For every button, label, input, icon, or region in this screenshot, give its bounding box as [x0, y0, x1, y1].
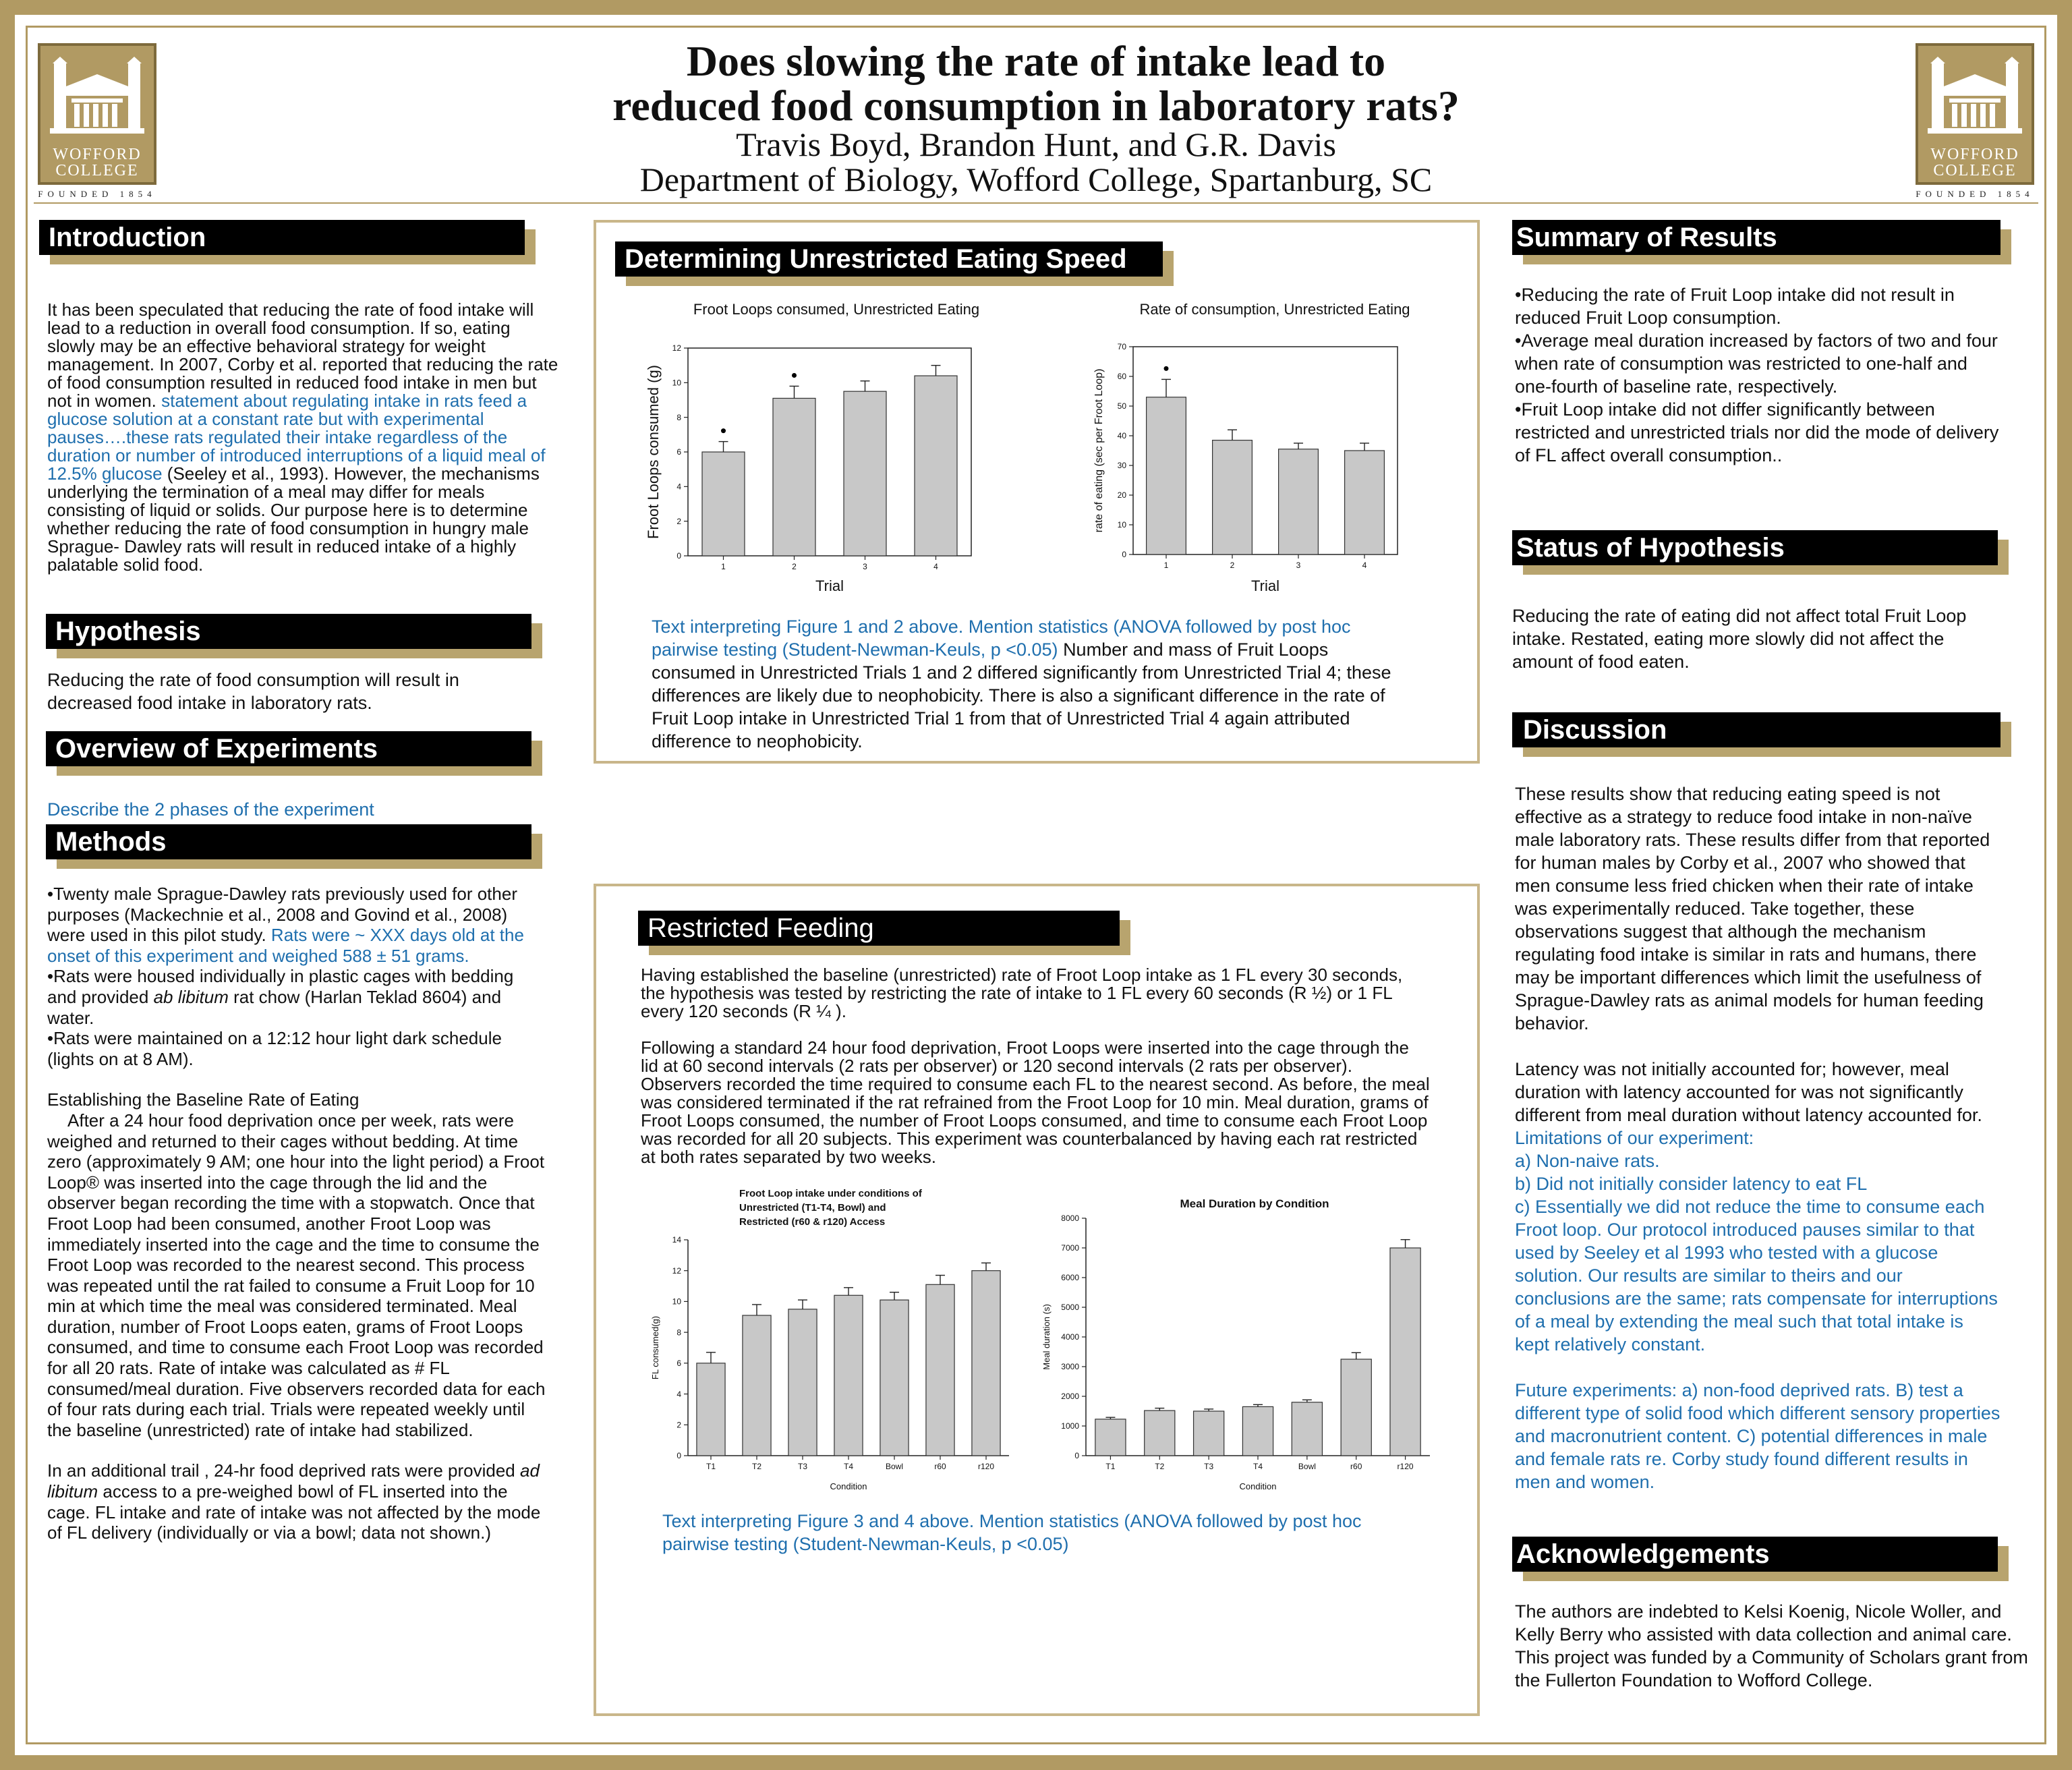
bar — [1279, 449, 1319, 554]
y-tick-label: 12 — [672, 343, 681, 353]
overview-text: Describe the 2 phases of the experiment — [47, 799, 374, 820]
bar — [1242, 1406, 1273, 1456]
y-tick-label: 1000 — [1061, 1421, 1079, 1431]
logo-text-line1: WOFFORD — [53, 146, 142, 163]
x-tick-label: T2 — [1155, 1462, 1165, 1471]
x-tick-label: T3 — [797, 1462, 808, 1471]
discussion-text — [1515, 782, 2001, 1493]
x-tick-label: 2 — [792, 562, 797, 571]
y-tick-label: 50 — [1117, 401, 1126, 411]
bar — [834, 1295, 863, 1456]
bar — [1147, 397, 1186, 554]
chart-meal-duration-by-condition — [1032, 1182, 1464, 1506]
methods-p2-em: ab libitum — [153, 986, 229, 1007]
x-tick-label: T4 — [843, 1462, 854, 1471]
y-tick-label: 4000 — [1061, 1332, 1079, 1342]
bar — [1095, 1419, 1126, 1456]
status-heading: Status of Hypothesis — [1512, 530, 1998, 565]
bar — [844, 391, 886, 556]
x-axis-label: Trial — [815, 577, 844, 594]
college-logo-left — [38, 43, 156, 200]
x-tick-label: 3 — [863, 562, 867, 571]
y-tick-label: 0 — [677, 551, 681, 561]
hypothesis-heading: Hypothesis — [46, 614, 531, 649]
x-tick-label: r120 — [977, 1462, 995, 1471]
y-tick-label: 14 — [672, 1235, 681, 1245]
poster-title — [202, 39, 1870, 128]
y-tick-label: 20 — [1117, 490, 1126, 501]
x-tick-label: r60 — [1350, 1462, 1362, 1471]
methods-p5-em: ad libitum — [47, 1460, 540, 1502]
methods-p4-title: Establishing the Baseline Rate of Eating — [47, 1089, 359, 1110]
x-tick-label: 3 — [1296, 561, 1301, 570]
logo-text-line2: COLLEGE — [1933, 162, 2017, 179]
discussion-heading: Discussion — [1512, 712, 2001, 747]
intro-text-blue: statement about regulating intake in rats feed a glucose solution at a constant rate but with experimental pauses….these rats regulated their intake regardless of the duration or number of introduced interruptions of a liquid meal of 12.5% glucose — [47, 391, 546, 484]
restricted-p2: Following a standard 24 hour food deprivation, Froot Loops were inserted into the cage through the lid at 60 second intervals (2 rats per observer) or 120 second intervals (2 rats per observer). Observers recorded the time required to consume each FL to the nearest second. As before, the meal was considered terminated if the rat refrained from the Froot Loop for 10 min. Meal duration, grams of Froot Loops consumed, the number of Froot Loops consumed, and time to consume each Froot Loop was recorded for all 20 subjects. This experiment was counterbalanced by having each rat restricted at both rates separated by two weeks. — [641, 1037, 1430, 1167]
chart-fl-intake-by-condition — [641, 1182, 1018, 1506]
y-tick-label: 5000 — [1061, 1303, 1079, 1313]
x-tick-label: 2 — [1230, 561, 1235, 570]
bar — [1341, 1359, 1371, 1456]
methods-p4: After a 24 hour food deprivation once per week, rats were weighed and returned to their cages without bedding. At time zero (approximately 9 AM; one hour into the light period) a Froot Loop® was inserted into the cage through the lid and the observer began recording the time with a stopwatch. Once that Froot Loop had been consumed, another Froot Loop was immediately inserted into the cage and the time to consume the Froot Loop was recorded to the nearest second. This process was repeated until the rat failed to consume a Fruit Loop for 10 min at which time the meal was considered terminated. Meal duration, number of Froot Loops eaten, grams of Froot Loops consumed, and time to consume each Froot Loop was recorded for all 20 rats. Rate of intake was calculated as # FL consumed/meal duration. Five observers recorded data for each of four rats during each trial. Trials were repeated weekly until the baseline (unrestricted) rate of intake had stabilized. — [47, 1110, 546, 1440]
discussion-future: Future experiments: a) non-food deprived rats. B) test a different type of solid food which different sensory properties and macronutrient content. C) potential differences in male and female rats re. Corby study found different results in men and women. — [1515, 1380, 2001, 1492]
discussion-limit-c: c) Essentially we did not reduce the time to consume each Froot loop. Our protocol introduced pauses similar to that used by Seeley et al 1993 who tested with a glucose solution. Our results are similar to theirs and our conclusions are the same; rats compensate for interruptions of a meal by extending the meal such that total intake is kept relatively constant. — [1515, 1197, 1998, 1354]
status-text: Reducing the rate of eating did not affect total Fruit Loop intake. Restated, eating more slowly did not affect the amount of food eaten. — [1512, 606, 1967, 672]
x-tick-label: Bowl — [885, 1462, 904, 1471]
x-tick-label: r120 — [1397, 1462, 1414, 1471]
author-names: Travis Boyd, Brandon Hunt, and G.R. Davis — [736, 125, 1336, 163]
unrestricted-text-blue: Text interpreting Figure 1 and 2 above. Mention statistics (ANOVA followed by post hoc pairwise testing (Student-Newman-Keuls, p <0.05) — [652, 617, 1351, 660]
x-tick-label: 4 — [1362, 561, 1367, 570]
bar — [1194, 1411, 1224, 1456]
title-line-1: Does slowing the rate of intake lead to — [686, 37, 1386, 85]
building-icon — [50, 57, 144, 136]
significance-marker — [792, 373, 797, 378]
y-tick-label: 10 — [1117, 520, 1126, 530]
unrestricted-heading: Determining Unrestricted Eating Speed — [615, 241, 1163, 277]
x-tick-label: T1 — [706, 1462, 716, 1471]
chart-rate-of-consumption — [1079, 294, 1457, 604]
y-axis-label: rate of eating (sec per Froot Loop) — [1093, 368, 1105, 533]
hypothesis-text: Reducing the rate of food consumption will result in decreased food intake in laboratory rats. — [47, 670, 459, 713]
restricted-text — [641, 966, 1430, 1166]
introduction-heading: Introduction — [39, 220, 525, 255]
y-tick-label: 3000 — [1061, 1362, 1079, 1372]
x-tick-label: T4 — [1253, 1462, 1263, 1471]
y-tick-label: 6 — [677, 447, 681, 457]
college-crest — [1916, 43, 2034, 185]
x-tick-label: 1 — [721, 562, 726, 571]
y-tick-label: 70 — [1117, 342, 1126, 352]
summary-item: •Fruit Loop intake did not differ significantly between restricted and unrestricted trials nor did the mode of delivery of FL affect overall consumption.. — [1515, 399, 1999, 465]
unrestricted-text — [652, 615, 1407, 753]
author-affiliation: Department of Biology, Wofford College, Spartanburg, SC — [639, 161, 1433, 198]
restricted-text-blue: Text interpreting Figure 3 and 4 above. Mention statistics (ANOVA followed by post hoc pairwise testing (Student-Newman-Keuls, p <0.05) — [662, 1511, 1362, 1554]
y-tick-label: 2000 — [1061, 1392, 1079, 1402]
methods-p1: •Twenty male Sprague-Dawley rats previously used for other purposes (Mackechnie et al., 2008 and Govind et al., 2008) were used in this pilot study. — [47, 884, 517, 946]
y-axis-label: Meal duration (s) — [1041, 1304, 1052, 1370]
bar — [915, 376, 957, 556]
y-tick-label: 7000 — [1061, 1243, 1079, 1253]
poster-authors — [202, 127, 1870, 197]
summary-item: •Average meal duration increased by factors of two and four when rate of consumption was restricted to one-half and one-fourth of baseline rate, respectively. — [1515, 331, 1998, 397]
methods-p5b: access to a pre-weighed bowl of FL inserted into the cage. FL intake and rate of intake was not affected by the mode of FL delivery (individually or via a bowl; data not shown.) — [47, 1481, 541, 1543]
bar — [743, 1315, 771, 1456]
y-tick-label: 8 — [677, 412, 681, 422]
bar — [972, 1271, 1000, 1456]
y-tick-label: 2 — [677, 1420, 681, 1430]
methods-heading: Methods — [46, 824, 531, 859]
x-axis-label: Condition — [830, 1481, 867, 1491]
x-tick-label: 4 — [933, 562, 938, 571]
chart-title: Restricted (r60 & r120) Access — [739, 1216, 886, 1228]
x-tick-label: Bowl — [1298, 1462, 1316, 1471]
y-tick-label: 6000 — [1061, 1273, 1079, 1283]
y-tick-label: 4 — [677, 482, 681, 492]
bar — [1345, 451, 1385, 554]
introduction-text — [47, 301, 560, 574]
chart-title: Meal Duration by Condition — [1180, 1197, 1329, 1210]
summary-item: •Reducing the rate of Fruit Loop intake did not result in reduced Fruit Loop consumption. — [1515, 285, 1955, 328]
chart-title: Unrestricted (T1-T4, Bowl) and — [739, 1202, 886, 1214]
bar — [880, 1300, 909, 1456]
logo-text-line2: COLLEGE — [55, 162, 139, 179]
bar — [788, 1309, 817, 1456]
summary-heading: Summary of Results — [1512, 220, 2001, 255]
y-tick-label: 30 — [1117, 461, 1126, 471]
title-line-2: reduced food consumption in laboratory rats? — [612, 82, 1460, 130]
significance-marker — [721, 428, 726, 433]
y-tick-label: 10 — [672, 1296, 681, 1307]
x-axis-label: Trial — [1251, 577, 1279, 594]
x-axis-label: Condition — [1239, 1481, 1277, 1491]
y-tick-label: 4 — [677, 1389, 681, 1399]
chart-title: Froot Loops consumed, Unrestricted Eating — [693, 301, 980, 318]
logo-founded: FOUNDED 1854 — [38, 189, 156, 199]
y-tick-label: 2 — [677, 516, 681, 526]
y-tick-label: 40 — [1117, 431, 1126, 441]
bar — [1390, 1248, 1420, 1456]
x-tick-label: r60 — [934, 1462, 946, 1471]
header-divider — [34, 202, 2038, 204]
y-axis-label: Froot Loops consumed (g) — [645, 364, 662, 540]
discussion-limit-a: a) Non-naive rats. — [1515, 1151, 1660, 1171]
logo-founded: FOUNDED 1854 — [1916, 189, 2034, 199]
y-tick-label: 0 — [677, 1451, 681, 1461]
restricted-p1: Having established the baseline (unrestricted) rate of Froot Loop intake as 1 FL every 30 seconds, the hypothesis was tested by restricting the rate of intake to 1 FL every 60 seconds (R ½) or 1 FL every 120 seconds (R ¼ ). — [641, 965, 1403, 1021]
methods-p3: •Rats were maintained on a 12:12 hour light dark schedule (lights on at 8 AM). — [47, 1028, 502, 1069]
chart-title: Froot Loop intake under conditions of — [739, 1188, 922, 1199]
bar — [1292, 1402, 1322, 1456]
y-tick-label: 6 — [677, 1359, 681, 1369]
bar — [1213, 440, 1253, 554]
bar — [773, 398, 815, 556]
methods-text — [47, 884, 546, 1543]
y-tick-label: 60 — [1117, 372, 1126, 382]
chart-froot-loops-consumed — [634, 294, 1066, 604]
intro-text-b: (Seeley et al., 1993). However, the mechanisms underlying the termination of a meal may differ for meals consisting of liquid or solids. Our purpose here is to determine whether reducing the rate of food consumption in hungry male Sprague- Dawley rats will result in reduced intake of a highly palatable solid food. — [47, 463, 540, 575]
discussion-p2: Latency was not initially accounted for; however, meal duration with latency accounted for was not significantly different from meal duration without latency accounted for. — [1515, 1059, 1982, 1125]
intro-text-a: It has been speculated that reducing the rate of food intake will lead to a reduction in overall food consumption. If so, eating slowly may be an effective behavioral strategy for weight management. In 2007, Corby et al. reported that reducing the rate of food consumption resulted in reduced food intake in men but not in women. — [47, 299, 558, 411]
y-tick-label: 0 — [1122, 550, 1126, 560]
unrestricted-text-black: Number and mass of Fruit Loops consumed in Unrestricted Trials 1 and 2 differed significantly from Unrestricted Trial 4; these differences are likely due to neophobicity. There is also a significant difference in the rate of Fruit Loop intake in Unrestricted Trial 1 from that of Unrestricted Trial 4 again attributed difference to neophobicity. — [652, 639, 1391, 751]
bar — [926, 1284, 954, 1456]
significance-marker — [1164, 366, 1169, 371]
y-tick-label: 0 — [1074, 1451, 1079, 1461]
college-crest — [38, 43, 156, 185]
y-tick-label: 8000 — [1061, 1214, 1079, 1224]
methods-p5a: In an additional trail , 24-hr food deprived rats were provided — [47, 1460, 515, 1481]
acknowledgements-heading: Acknowledgements — [1512, 1537, 1998, 1572]
acknowledgements-text: The authors are indebted to Kelsi Koenig, Nicole Woller, and Kelly Berry who assisted with data collection and animal care. This project was funded by a Community of Scholars grant from the Fullerton Foundation to Wofford College. — [1515, 1601, 2028, 1690]
chart-title: Rate of consumption, Unrestricted Eating — [1139, 301, 1410, 318]
y-tick-label: 12 — [672, 1265, 681, 1276]
bar — [697, 1363, 725, 1456]
methods-p1-blue: Rats were ~ XXX days old at the onset of this experiment and weighed 588 ± 51 grams. — [47, 925, 524, 966]
restricted-heading: Restricted Feeding — [638, 911, 1120, 946]
x-tick-label: T2 — [751, 1462, 762, 1471]
discussion-limits-title: Limitations of our experiment: — [1515, 1128, 1754, 1148]
y-axis-label: FL consumed(g) — [650, 1315, 660, 1380]
building-icon — [1928, 57, 2022, 136]
discussion-limit-b: b) Did not initially consider latency to eat FL — [1515, 1174, 1868, 1194]
college-logo-right — [1916, 43, 2034, 200]
summary-list — [1515, 283, 2001, 467]
bar — [702, 452, 745, 556]
methods-p2a: •Rats were housed individually in plastic cages with bedding and provided — [47, 966, 514, 1007]
y-tick-label: 8 — [677, 1328, 681, 1338]
x-tick-label: T1 — [1105, 1462, 1116, 1471]
y-tick-label: 10 — [672, 378, 681, 388]
overview-heading: Overview of Experiments — [46, 731, 531, 766]
x-tick-label: 1 — [1163, 561, 1169, 570]
discussion-p1: These results show that reducing eating speed is not effective as a strategy to reduce food intake in non-naïve male laboratory rats. These results differ from that reported for human males by Corby et al., 2007 who showed that men consume less fried chicken when their rate of intake was experimentally reduced. Take together, these observations suggest that although the mechanism regulating food intake is similar in rats and humans, there may be important differences which limit the usefulness of Sprague-Dawley rats as animal models for human feeding behavior. — [1515, 784, 1990, 1033]
methods-p2b: rat chow (Harlan Teklad 8604) and water. — [47, 986, 502, 1028]
bar — [1145, 1410, 1175, 1456]
logo-text-line1: WOFFORD — [1930, 146, 2019, 163]
x-tick-label: T3 — [1204, 1462, 1214, 1471]
